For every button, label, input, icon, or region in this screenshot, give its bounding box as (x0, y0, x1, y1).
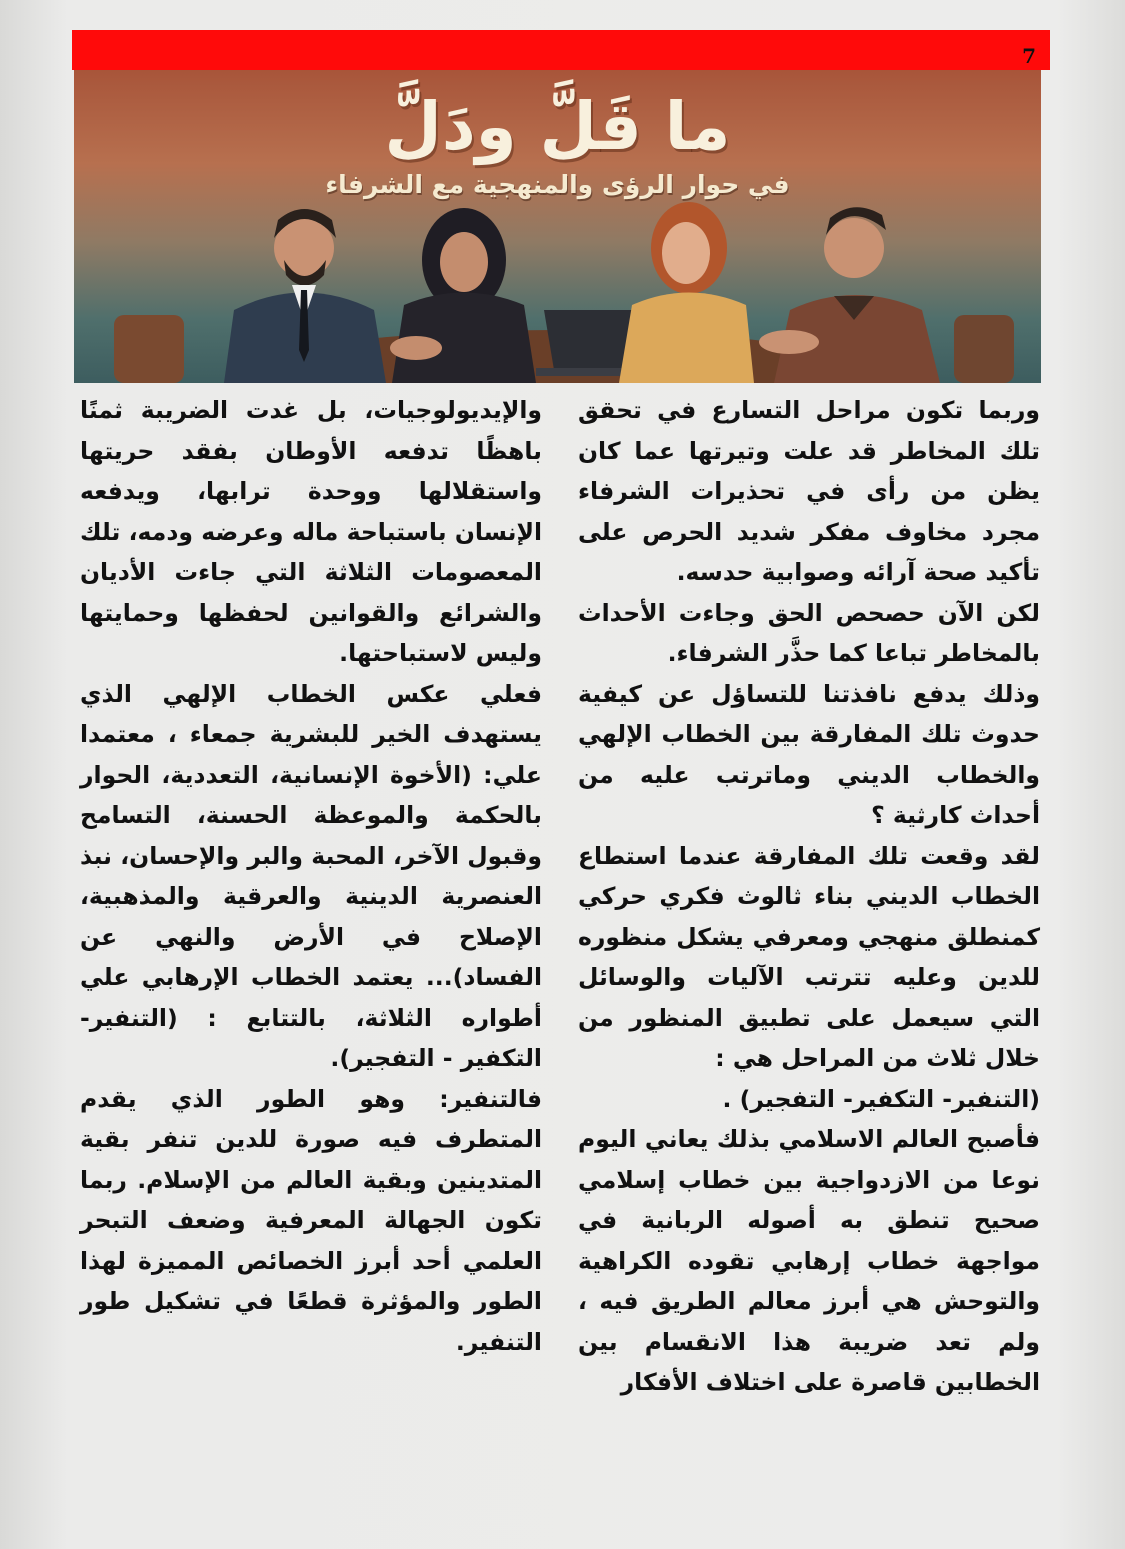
article-body (80, 390, 1040, 1510)
paragraph: (التنفير- التكفير- التفجير) . (722, 1084, 1040, 1113)
banner-subtitle: في حوار الرؤى والمنهجية مع الشرفاء (325, 170, 790, 199)
article-column-right (578, 390, 1040, 1403)
article-column-left (80, 390, 542, 1362)
banner-title: ما قَلَّ ودَلَّ (384, 88, 731, 165)
paragraph: فأصبح العالم الاسلامي بذلك يعاني اليوم نوعا من الازدواجية بين خطاب إسلامي صحيح تنطق به أصوله الربانية في مواجهة خطاب إرهابي تقوده الكراهية والتوحش هي أبرز معالم الطريق فيه ، ولم تعد ضريبة هذا الانقسام بين الخطابين قاصرة على اختلاف الأفكار (578, 1125, 1040, 1396)
banner-image (74, 70, 1041, 383)
page-number: 7 (1022, 44, 1036, 68)
paragraph: والإيديولوجيات، بل غدت الضريبة ثمنًا باهظًا تدفعه الأوطان بفقد حريتها واستقلالها ووحدة ترابها، ويدفعه الإنسان باستباحة ماله وعرضه ودمه، تلك المعصومات الثلاثة التي جاءت الأديان والشرائع والقوانين لحفظها وحمايتها وليس لاستباحتها. (80, 396, 542, 667)
paragraph: فعلي عكس الخطاب الإلهي الذي يستهدف الخير للبشرية جمعاء ، معتمدا علي: (الأخوة الإنسانية، التعددية، الحوار بالحكمة والموعظة الحسنة، التسامح وقبول الآخر، المحبة والبر والإحسان، نبذ العنصرية الدينية والعرقية والمذهبية، الإصلاح في الأرض والنهي عن الفساد)... يعتمد الخطاب الإرهابي علي أطواره الثلاثة، بالتتابع : (التنفير- التكفير - التفجير). (80, 679, 542, 1072)
paragraph: وربما تكون مراحل التسارع في تحقق تلك المخاطر قد علت وتيرتها عما كان يظن من رأى في تحذيرات الشرفاء مجرد مخاوف مفكر شديد الحرص على تأكيد صحة آرائه وصوابية حدسه. (578, 396, 1040, 586)
page-header-bar (72, 30, 1050, 70)
paragraph: لكن الآن حصحص الحق وجاءت الأحداث بالمخاطر تباعا كما حذَّر الشرفاء. (578, 598, 1040, 667)
paragraph: فالتنفير: وهو الطور الذي يقدم المتطرف فيه صورة للدين تنفر بقية المتدينين وبقية العالم من الإسلام. ربما تكون الجهالة المعرفية وضعف التبحر العلمي أحد أبرز الخصائص المميزة لهذا الطور والمؤثرة قطعًا في تشكيل طور التنفير. (80, 1084, 542, 1356)
paragraph: وذلك يدفع نافذتنا للتساؤل عن كيفية حدوث تلك المفارقة بين الخطاب الإلهي والخطاب الديني وماترتب عليه من أحداث كارثية ؟ (578, 679, 1040, 829)
paragraph: لقد وقعت تلك المفارقة عندما استطاع الخطاب الديني بناء ثالوث فكري حركي كمنطلق منهجي ومعرفي يشكل منظوره للدين وعليه تترتب الآليات والوسائل التي سيعمل على تطبيق المنظور من خلال ثلاث من المراحل هي : (578, 841, 1040, 1072)
